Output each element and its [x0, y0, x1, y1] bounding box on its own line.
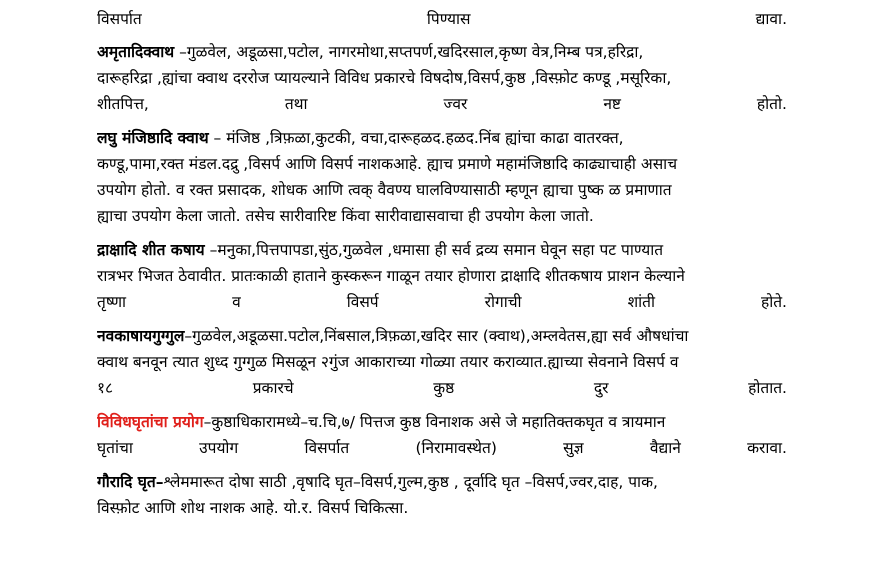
amritadi-line-2: दारूहरिद्रा ,ह्यांचा क्वाथ दररोज प्यायल्याने विविध प्रकारचे विषदोष,विसर्प,कुष्ठ ,विस्फ़ोट कण्डू ,मसूरिका, — [97, 69, 672, 87]
word: होतात. — [748, 379, 787, 397]
gauradi-line-2: विस्फ़ोट आणि शोथ नाशक आहे. यो.र. विसर्प चिकित्सा. — [97, 499, 409, 517]
word: ज्वर — [443, 95, 468, 113]
word: घृतांचा — [97, 439, 133, 457]
word: १८ — [97, 379, 114, 397]
drakshadi-line-2: रात्रभर भिजत ठेवावीत. प्रातःकाळी हाताने कुस्करून गाळून तयार होणारा द्राक्षादि शीतकषाय प्राशन केल्याने — [97, 267, 685, 285]
word: व — [232, 293, 241, 311]
word: वैद्याने — [649, 439, 681, 457]
intro-line — [97, 7, 787, 31]
word: करावा. — [747, 439, 787, 457]
laghu-manjishthadi-line-1 — [97, 126, 787, 150]
word: विसर्पात — [304, 439, 350, 457]
vividh-ghrut-line-2 — [97, 436, 787, 460]
word: पिण्यास — [426, 10, 471, 28]
word: द्यावा. — [755, 10, 787, 28]
text: – मंजिष्ठ ,त्रिफ़ळा,कुटकी, वचा,दारूहळद.हळद.निंब ह्यांचा काढा वातरक्त, — [208, 129, 624, 147]
vividh-ghrut-heading: विविधघृतांचा प्रयोग — [97, 413, 204, 431]
drakshadi-line-1 — [97, 238, 787, 262]
word: होतो. — [756, 95, 787, 113]
drakshadi-heading: द्राक्षादि शीत कषाय — [97, 241, 205, 259]
laghu-manjishthadi-heading: लघु मंजिष्ठादि क्वाथ — [97, 129, 209, 147]
navakashaya-line-1 — [97, 324, 787, 348]
word: तृष्णा — [97, 293, 127, 311]
word: (निरामावस्थेत) — [415, 439, 497, 457]
word: सुज्ञ — [563, 439, 584, 457]
word: विसर्प — [346, 293, 379, 311]
word: कुष्ठ — [433, 379, 455, 397]
text: –मनुका,पित्तपापडा,सुंठ,गुळवेल ,धमासा ही सर्व द्रव्य समान घेवून सहा पट पाण्यात — [204, 241, 664, 259]
word: होते. — [760, 293, 787, 311]
word: विसर्पात — [97, 10, 142, 28]
navakashaya-heading: नवकाषायगुग्गुल — [97, 327, 185, 345]
word: नष्ट — [603, 95, 621, 113]
text: –गुळवेल,अडूळसा.पटोल,निंबसाल,त्रिफ़ळा,खदिर सार (क्वाथ),अम्लवेतस,ह्या सर्व औषधांचा — [184, 327, 689, 345]
word: तथा — [284, 95, 308, 113]
word: शांती — [627, 293, 655, 311]
vividh-ghrut-line-1 — [97, 410, 787, 434]
amritadi-heading: अमृतादिक्वाथ — [97, 43, 175, 61]
navakashaya-line-2: क्वाथ बनवून त्यात शुध्द गुग्गुळ मिसळून २गुंज आकाराच्या गोळ्या तयार कराव्यात.ह्याच्या सेवनाने विसर्प व — [97, 353, 679, 371]
navakashaya-line-3 — [97, 376, 787, 400]
drakshadi-line-3 — [97, 290, 787, 314]
laghu-manjishthadi-line-2: कण्डू,पामा,रक्त मंडल.दद्रु ,विसर्प आणि विसर्प नाशकआहे. ह्याच प्रमाणे महामंजिष्ठादि काढ्याचाही असाच — [97, 155, 678, 173]
text: –कुष्ठाधिकारामध्ये–च.चि,७/ पित्तज कुष्ठ विनाशक असे जे महातिक्तकघृत व त्रायमान — [203, 413, 666, 431]
word: प्रकारचे — [252, 379, 294, 397]
text: –गुळवेल, अडूळसा,पटोल, नागरमोथा,सप्तपर्ण,खदिरसाल,कृष्ण वेत्र,निम्ब पत्र,हरिद्रा, — [174, 43, 644, 61]
gauradi-heading: गौरादि घृत– — [97, 473, 164, 491]
amritadi-line-3 — [97, 92, 787, 116]
amritadi-line-1 — [97, 40, 787, 64]
word: दुर — [593, 379, 609, 397]
word: शीतपित्त, — [97, 95, 149, 113]
gauradi-line-1 — [97, 470, 787, 494]
text: श्लेममारूत दोषा साठी ,वृषादि घृत–विसर्प,गुल्म,कुष्ठ , दूर्वादि घृत –विसर्प,ज्वर,दाह, पाक, — [163, 473, 658, 491]
laghu-manjishthadi-line-4: ह्याचा उपयोग केला जातो. तसेच सारीवारिष्ट किंवा सारीवाद्यासवाचा ही उपयोग केला जातो. — [97, 207, 594, 225]
laghu-manjishthadi-line-3: उपयोग होतो. व रक्त प्रसादक, शोधक आणि त्वक् वैवण्य घालविण्यासाठी म्हणून ह्याचा पुष्क ळ प्रमाणात — [97, 181, 672, 199]
word: रोगाची — [484, 293, 522, 311]
word: उपयोग — [199, 439, 239, 457]
